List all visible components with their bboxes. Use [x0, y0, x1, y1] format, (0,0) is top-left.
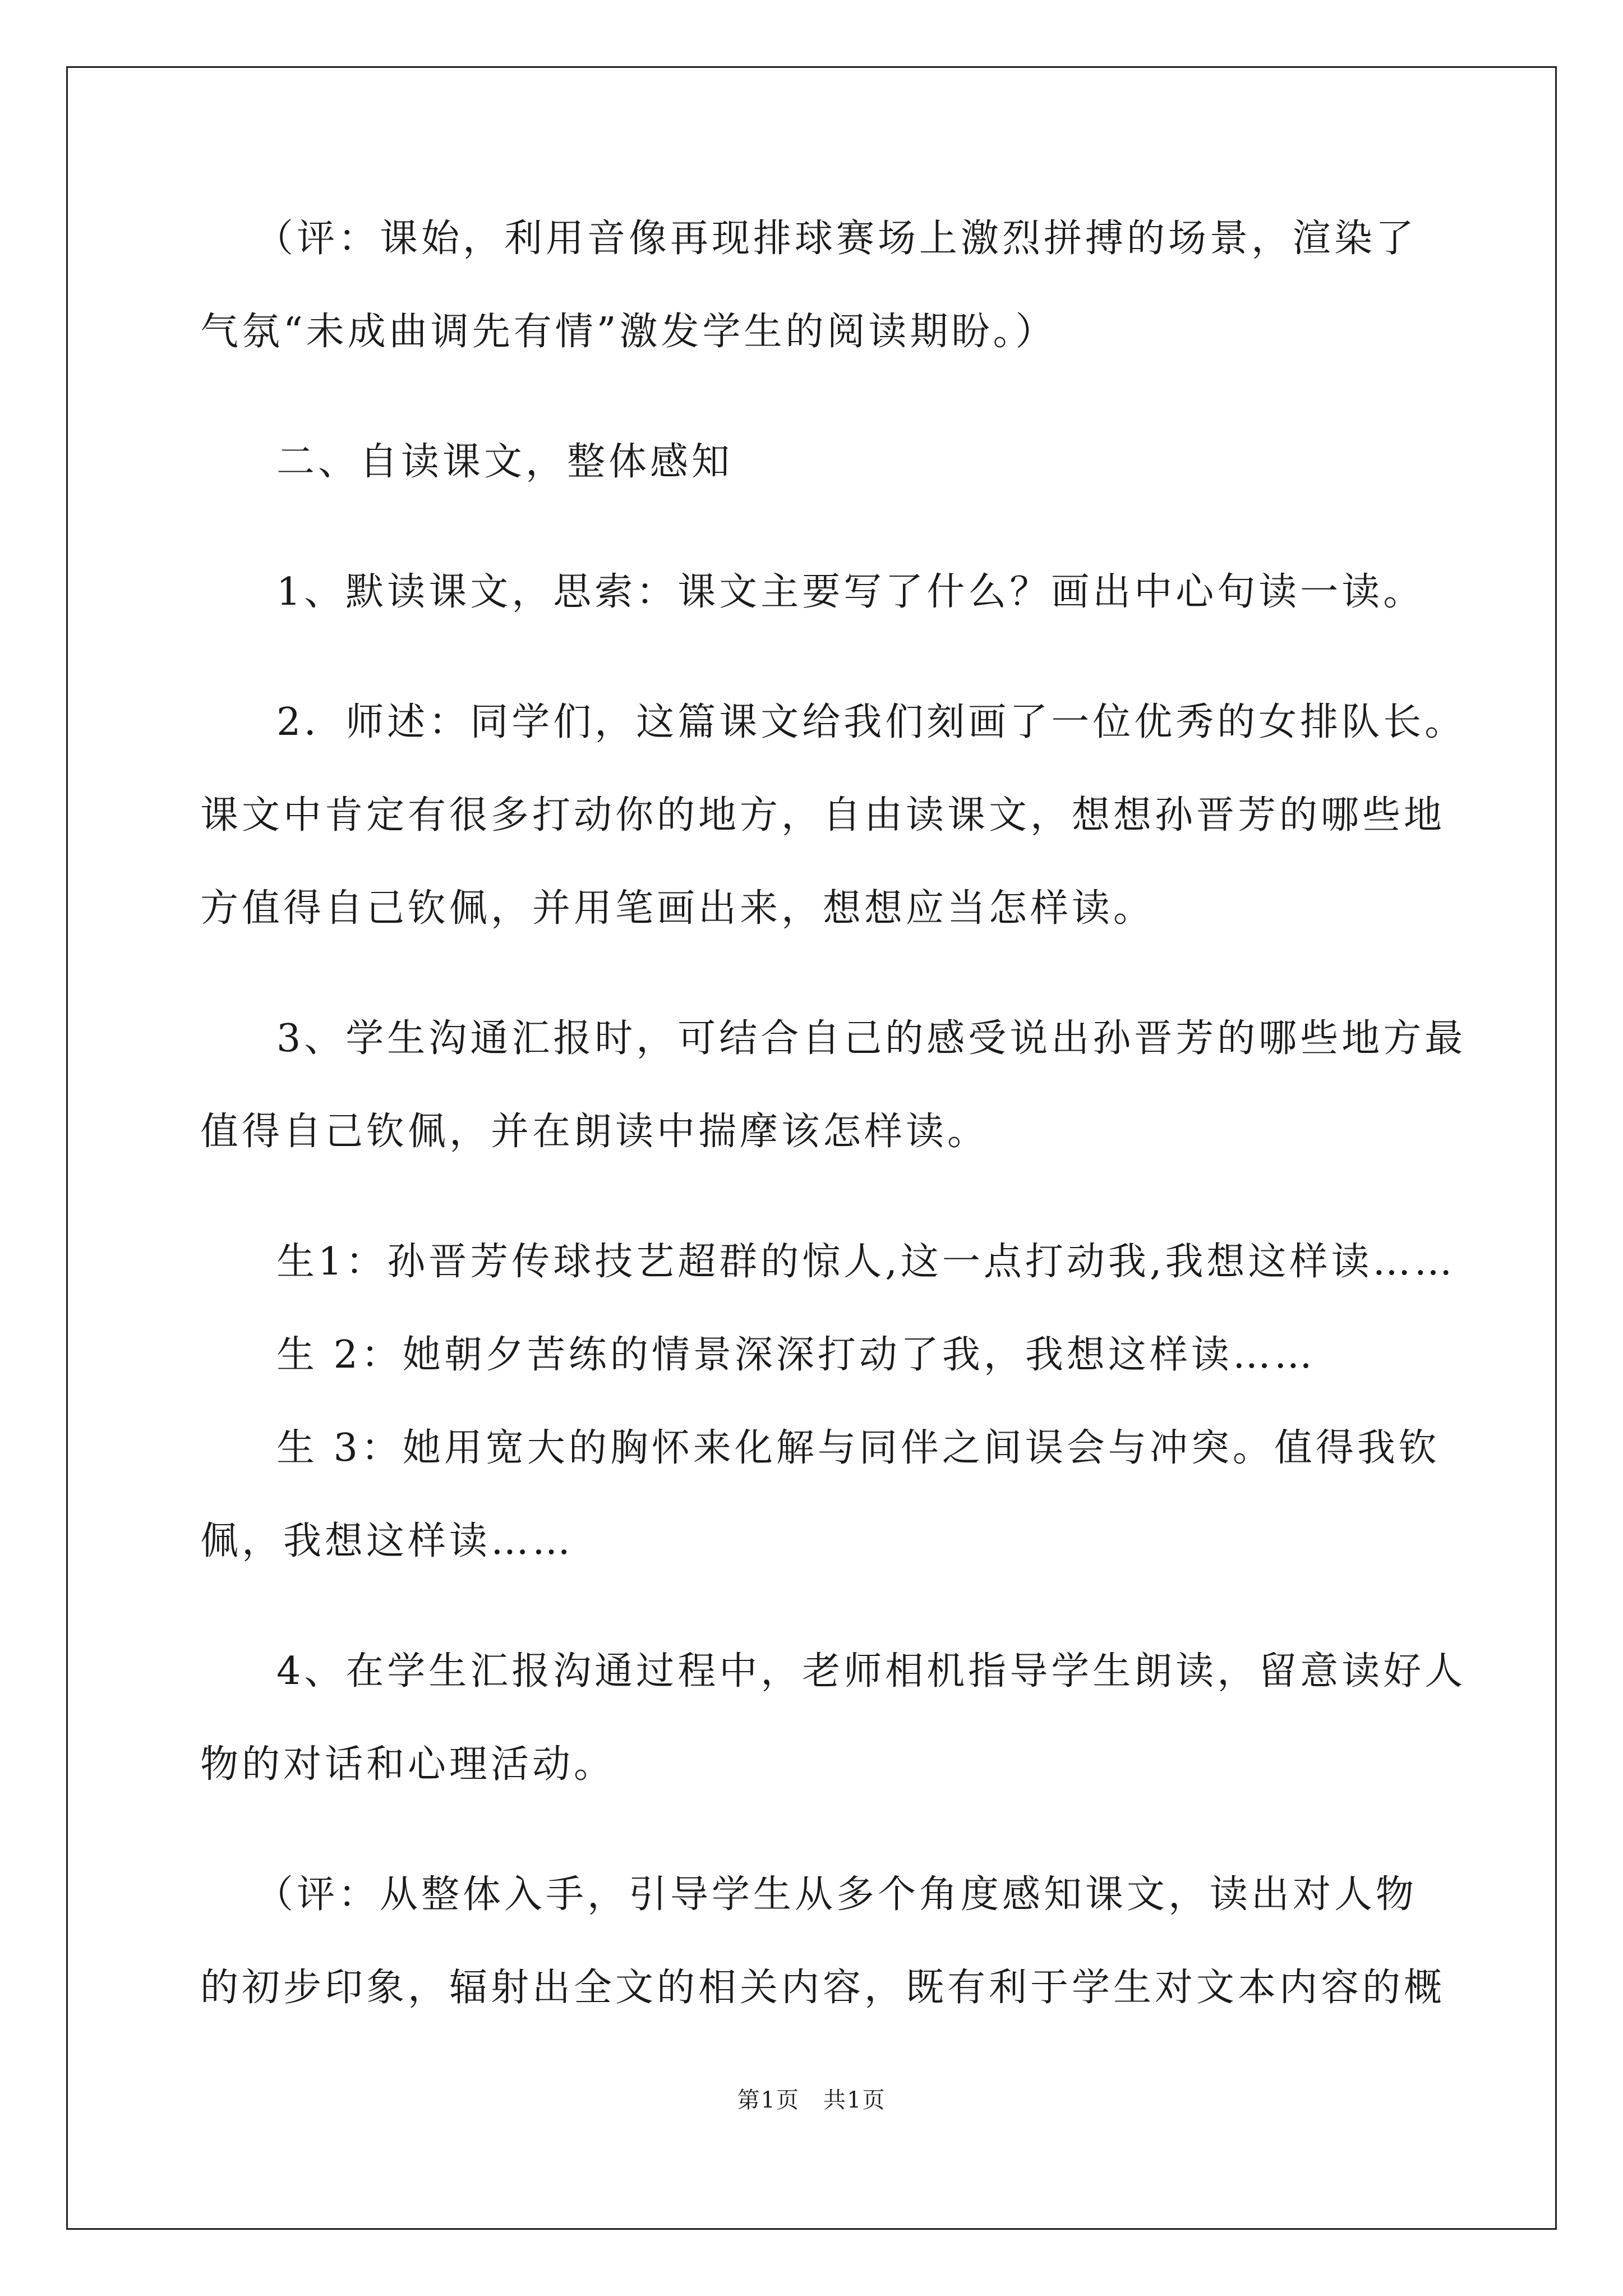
paragraph-line: （评：从整体入手，引导学生从多个角度感知课文，读出对人物: [255, 1872, 1418, 1917]
paragraph-line: 气氛“未成曲调先有情”激发学生的阅读期盼。）: [200, 310, 1057, 354]
paragraph-line: 值得自己钦佩，并在朗读中揣摩该怎样读。: [200, 1110, 989, 1154]
paragraph-line: 生 3：她用宽大的胸怀来化解与同伴之间误会与冲突。值得我钦: [276, 1426, 1440, 1470]
paragraph-line: 佩，我想这样读……: [200, 1519, 574, 1563]
paragraph-line: 的初步印象，辐射出全文的相关内容，既有利于学生对文本内容的概: [200, 1966, 1446, 2010]
paragraph-line: 3、学生沟通汇报时，可结合自己的感受说出孙晋芳的哪些地方最: [276, 1016, 1467, 1061]
paragraph-line: 物的对话和心理活动。: [200, 1742, 616, 1787]
paragraph-line: 4、在学生汇报沟通过程中，老师相机指导学生朗读，留意读好人: [276, 1649, 1467, 1694]
paragraph-line: 生 2：她朝夕苦练的情景深深打动了我，我想这样读……: [276, 1333, 1316, 1377]
paragraph-line: 1、默读课文，思索：课文主要写了什么？画出中心句读一读。: [276, 570, 1425, 614]
paragraph-line: 2．师述：同学们，这篇课文给我们刻画了一位优秀的女排队长。: [276, 700, 1467, 744]
paragraph-line: 生1：孙晋芳传球技艺超群的惊人,这一点打动我,我想这样读……: [276, 1240, 1456, 1284]
section-heading: 二、自读课文，整体感知: [276, 440, 734, 484]
paragraph-line: 课文中肯定有很多打动你的地方，自由读课文，想想孙晋芳的哪些地: [200, 793, 1446, 838]
paragraph-line: 方值得自己钦佩，并用笔画出来，想想应当怎样读。: [200, 886, 1155, 931]
page-footer: 第1页 共1页: [737, 2087, 886, 2113]
paragraph-line: （评：课始，利用音像再现排球赛场上激烈拼搏的场景，渲染了: [255, 217, 1418, 261]
